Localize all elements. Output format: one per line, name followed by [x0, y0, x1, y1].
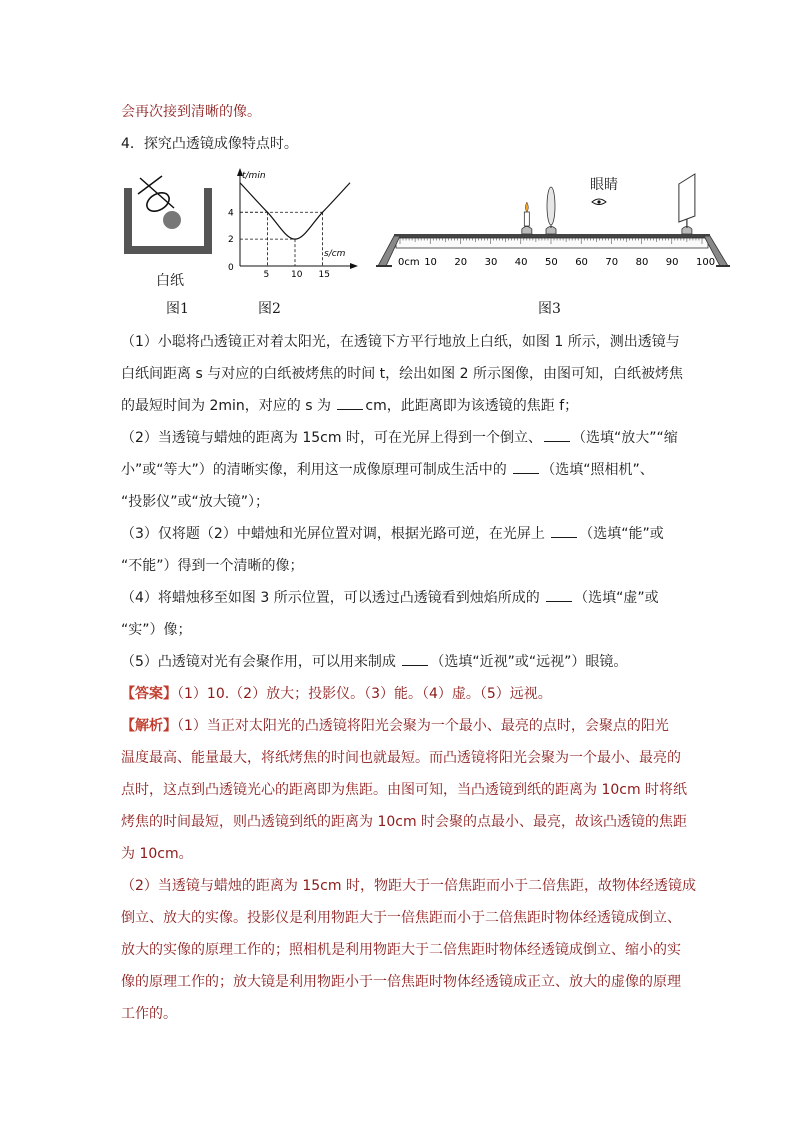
analysis-line-4: 烤焦的时间最短，则凸透镜到纸的距离为 10cm 时会聚的点最小、最亮，故该凸透镜的焦距 — [121, 814, 688, 830]
answer-line — [121, 684, 552, 704]
ruler-label: 30 — [484, 257, 498, 268]
q3-blank[interactable] — [551, 525, 577, 538]
q5-line-1 — [121, 652, 627, 672]
question-title: 4．探究凸透镜成像特点时。 — [121, 136, 298, 152]
figure-1-caption: 图1 — [166, 301, 189, 317]
x-tick-label: 10 — [291, 270, 303, 278]
q4-text-b: （选填“虚”或 — [574, 590, 659, 606]
analysis-line-5: 为 10cm。 — [121, 846, 193, 862]
container-bottom — [124, 246, 212, 254]
analysis-line-6: （2）当透镜与蜡烛的距离为 15cm 时，物距大于一倍焦距而小于二倍焦距，故物体经透镜成 — [121, 878, 696, 894]
q5-text-a: （5）凸透镜对光有会聚作用，可以用来制成 — [121, 654, 401, 670]
ruler-label: 70 — [605, 257, 619, 268]
q1-blank[interactable] — [337, 397, 363, 410]
x-tick-label: 15 — [318, 270, 330, 278]
ruler-label: 80 — [635, 257, 649, 268]
analysis-line-3: 点时，这点到凸透镜光心的距离即为焦距。由图可知，当凸透镜到纸的距离为 10cm 时将纸 — [121, 782, 688, 798]
analysis-line-9: 像的原理工作的；放大镜是利用物距小于一倍焦距时物体经透镜成正立、放大的虚像的原理 — [121, 974, 681, 990]
q1-text-b: cm，此距离即为该透镜的焦距 f； — [365, 398, 579, 414]
x-axis-label: s/cm — [324, 249, 346, 259]
answer-text: （1）10.（2）放大；投影仪。（3）能。（4）虚。（5）远视。 — [177, 686, 552, 702]
y-tick-label: 4 — [228, 208, 234, 219]
q2-line-2 — [121, 460, 654, 480]
ruler-label: 100 — [696, 257, 716, 268]
q2-line-1 — [121, 428, 678, 448]
q5-text-b: （选填“近视”或“远视”）眼镜。 — [430, 654, 628, 670]
ruler-label: 60 — [575, 257, 588, 268]
figure-3-caption: 图3 — [538, 301, 561, 317]
q1-line-3 — [121, 396, 578, 416]
x-axis-arrow-icon — [350, 263, 358, 269]
curve-t-vs-s — [240, 183, 350, 239]
q1-line-2: 白纸间距离 s 与对应的白纸被烤焦的时间 t，绘出如图 2 所示图像，由图可知，白纸被烤焦 — [121, 366, 683, 382]
q3-line-2: “不能”）得到一个清晰的像； — [121, 558, 304, 574]
analysis-tag: 【解析】 — [121, 718, 177, 734]
convex-lens-icon[interactable] — [547, 187, 555, 225]
q5-blank[interactable] — [402, 653, 428, 666]
q4-text-a: （4）将蜡烛移至如图 3 所示位置，可以透过凸透镜看到烛焰所成的 — [121, 590, 545, 606]
analysis-line-7: 倒立、放大的实像。投影仪是利用物距大于一倍焦距而小于二倍焦距时物体经透镜成倒立、 — [121, 910, 681, 926]
bench-left-leg — [378, 236, 400, 266]
eye-label: 眼睛 — [590, 177, 618, 193]
q2-text-c: 小”或“等大”）的清晰实像，利用这一成像原理可制成生活中的 — [121, 462, 512, 478]
q2-line-3: “投影仪”或“放大镜”）； — [121, 494, 270, 510]
container-left-wall — [124, 188, 132, 254]
q4-line-1 — [121, 588, 659, 608]
analysis-line-2: 温度最高、能量最大，将纸烤焦的时间也就最短。而凸透镜将阳光会聚为一个最小、最亮的 — [121, 750, 681, 766]
q2-text-a: （2）当透镜与蜡烛的距离为 15cm 时，可在光屏上得到一个倒立、 — [121, 430, 542, 446]
bench-rail — [394, 234, 710, 238]
figure-2-caption: 图2 — [258, 301, 281, 317]
container-right-wall — [204, 188, 212, 254]
analysis-text-1: （1）当正对太阳光的凸透镜将阳光会聚为一个最小、最亮的点时，会聚点的阳光 — [177, 718, 669, 734]
ruler-label: 20 — [454, 257, 468, 268]
q3-line-1 — [121, 524, 664, 544]
figure-1-diagram — [118, 172, 218, 262]
figure-3-optical-bench — [372, 166, 732, 272]
ruler-label: 40 — [514, 257, 528, 268]
analysis-line-1 — [121, 716, 669, 736]
figure-1-paper-label: 白纸 — [156, 273, 184, 289]
q4-line-2: “实”）像； — [121, 622, 192, 638]
analysis-line-10: 工作的。 — [121, 1006, 177, 1022]
y-axis-label: t/min — [242, 171, 266, 181]
intro-line: 会再次接到清晰的像。 — [121, 104, 261, 120]
ruler-label: 90 — [665, 257, 679, 268]
q3-text-b: （选填“能”或 — [579, 526, 664, 542]
q2-blank-2[interactable] — [513, 461, 539, 474]
figure-2-chart — [220, 166, 360, 278]
q2-text-b: （选填“放大”“缩 — [571, 430, 678, 446]
focus-spot-icon — [163, 211, 181, 229]
lens-icon — [144, 189, 173, 215]
q2-text-d: （选填“照相机”、 — [541, 462, 654, 478]
ruler-label: 0cm — [398, 257, 420, 268]
x-tick-label: 5 — [263, 270, 270, 278]
q3-text-a: （3）仅将题（2）中蜡烛和光屏位置对调，根据光路可逆，在光屏上 — [121, 526, 550, 542]
q4-blank[interactable] — [546, 589, 572, 602]
q1-line-1: （1）小聪将凸透镜正对着太阳光，在透镜下方平行地放上白纸，如图 1 所示，测出透镜与 — [121, 334, 680, 350]
origin-label: 0 — [228, 263, 234, 273]
slider-holder[interactable] — [522, 227, 532, 235]
ruler-label: 50 — [545, 257, 558, 268]
answer-tag: 【答案】 — [121, 686, 177, 702]
candle-icon[interactable] — [524, 212, 529, 226]
eye-icon — [592, 199, 606, 205]
light-screen-icon[interactable] — [679, 174, 695, 222]
y-tick-label: 2 — [228, 235, 234, 246]
ruler-strip — [396, 238, 708, 248]
q2-blank-1[interactable] — [544, 429, 570, 442]
ruler-label: 10 — [424, 257, 437, 268]
candle-flame-icon — [525, 202, 528, 212]
analysis-line-8: 放大的实像的原理工作的；照相机是利用物距大于二倍焦距时物体经透镜成倒立、缩小的实 — [121, 942, 681, 958]
q1-text-a: 的最短时间为 2min，对应的 s 为 — [121, 398, 336, 414]
